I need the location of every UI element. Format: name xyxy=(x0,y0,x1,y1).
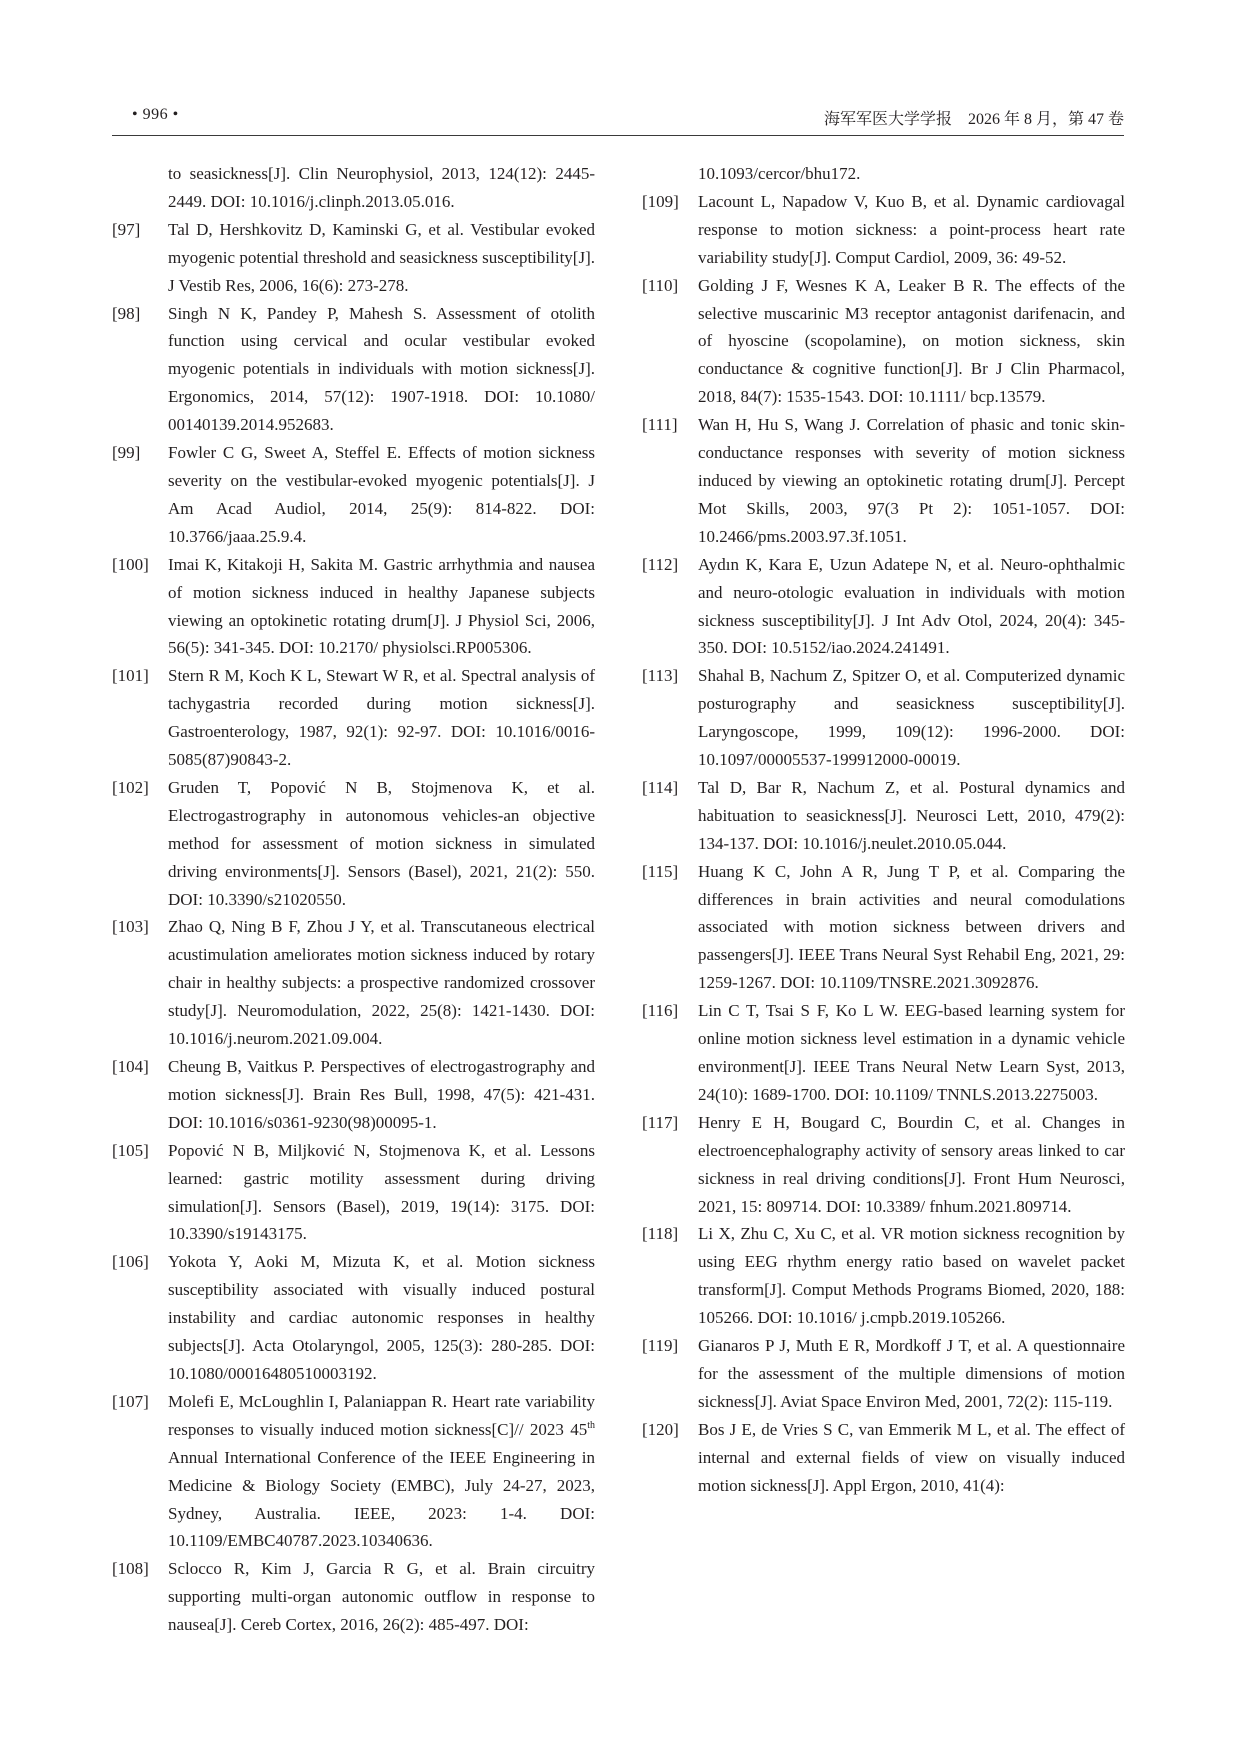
reference-text-main: Sclocco R, Kim J, Garcia R G, et al. Brain circuitry supporting multi-organ autonomic outflow in response to nausea[J]. Cereb Cortex, 2016, 26(2): 485-497. DOI: xyxy=(168,1559,595,1635)
reference-text-main: Imai K, Kitakoji H, Sakita M. Gastric arrhythmia and nausea of motion sickness induced in healthy Japanese subjects viewing an optokinetic rotating drum[J]. J Physiol Sci, 2006, 56(5): 341-345. DOI: 10.2170/ physiolsci.RP005306. xyxy=(168,554,595,658)
reference-item xyxy=(642,1220,1125,1332)
reference-text-main: Molefi E, McLoughlin I, Palaniappan R. Heart rate variability responses to visually induced motion sickness[C]// 2023 45 xyxy=(168,1391,595,1439)
reference-number: [102] xyxy=(112,777,149,797)
reference-text-main: Golding J F, Wesnes K A, Leaker B R. The effects of the selective muscarinic M3 receptor antagonist darifenacin, and of hyoscine (scopolamine), on motion sickness, skin conductance & cognitive function[J]. Br J Clin Pharmacol, 2018, 84(7): 1535-1543. DOI: 10.1111/ bcp.13579. xyxy=(698,275,1125,407)
reference-text xyxy=(168,662,595,774)
reference-text xyxy=(698,551,1125,663)
reference-text-main: Tal D, Bar R, Nachum Z, et al. Postural dynamics and habituation to seasickness[J]. Neurosci Lett, 2010, 479(2): 134-137. DOI: 10.1016/j.neulet.2010.05.044. xyxy=(698,777,1125,853)
reference-item xyxy=(642,1332,1125,1416)
reference-item xyxy=(112,1555,595,1639)
reference-text-main: Li X, Zhu C, Xu C, et al. VR motion sickness recognition by using EEG rhythm energy ratio based on wavelet packet transform[J]. Comput Methods Programs Biomed, 2020, 188: 105266. DOI: 10.1016/ j.cmpb.2019.105266. xyxy=(698,1224,1125,1328)
reference-text xyxy=(698,774,1125,858)
reference-number: [111] xyxy=(642,415,678,435)
reference-item xyxy=(112,551,595,663)
reference-text xyxy=(168,774,595,914)
reference-text-main: Huang K C, John A R, Jung T P, et al. Comparing the differences in brain activities and neural comodulations associated with motion sickness between drivers and passengers[J]. IEEE Trans Neural Syst Rehabil Eng, 2021, 29: 1259-1267. DOI: 10.1109/TNSRE.2021.3092876. xyxy=(698,861,1125,993)
reference-text-main: 10.1093/cercor/bhu172. xyxy=(698,164,861,183)
reference-text xyxy=(698,1416,1125,1500)
reference-number: [103] xyxy=(112,917,149,937)
reference-text-main: Singh N K, Pandey P, Mahesh S. Assessment of otolith function using cervical and ocular vestibular evoked myogenic potentials in individuals with motion sickness[J]. Ergonomics, 2014, 57(12): 1907-1918. DOI: 10.1080/ 00140139.2014.952683. xyxy=(168,303,595,435)
page-number: • 996 • xyxy=(132,106,179,123)
reference-text-main: Yokota Y, Aoki M, Mizuta K, et al. Motion sickness susceptibility associated with visually induced postural instability and cardiac autonomic responses in healthy subjects[J]. Acta Otolaryngol, 2005, 125(3): 280-285. DOI: 10.1080/00016480510003192. xyxy=(168,1252,595,1383)
reference-item xyxy=(642,160,1125,188)
reference-item xyxy=(112,1388,595,1555)
reference-item xyxy=(642,188,1125,272)
reference-number: [104] xyxy=(112,1057,149,1076)
reference-text xyxy=(698,1332,1125,1416)
reference-text-main: Aydın K, Kara E, Uzun Adatepe N, et al. Neuro-ophthalmic and neuro-otologic evaluation in individuals with motion sickness susceptibility[J]. J Int Adv Otol, 2024, 20(4): 345-350. DOI: 10.5152/iao.2024.241491. xyxy=(698,554,1125,658)
reference-text-continued: Annual International Conference of the IEEE Engineering in Medicine & Biology Society (EMBC), July 24-27, 2023, Sydney, Australia. IEEE, 2023: 1-4. DOI: 10.1109/EMBC40787.2023.10340636. xyxy=(168,1447,595,1551)
reference-number: [116] xyxy=(642,1001,679,1021)
reference-text-main: Stern R M, Koch K L, Stewart W R, et al. Spectral analysis of tachygastria recorded during motion sickness[J]. Gastroenterology, 1987, 92(1): 92-97. DOI: 10.1016/0016-5085(87)90843-2. xyxy=(168,666,595,770)
reference-number: [114] xyxy=(642,777,679,797)
reference-item xyxy=(112,439,595,551)
reference-item xyxy=(112,1137,595,1249)
reference-item xyxy=(112,1053,595,1137)
reference-number: [112] xyxy=(642,554,679,574)
reference-number: [107] xyxy=(112,1391,149,1411)
page-header xyxy=(112,100,1124,130)
reference-item xyxy=(112,913,595,1053)
reference-item xyxy=(112,662,595,774)
reference-item xyxy=(642,411,1125,551)
reference-text xyxy=(168,1388,595,1555)
reference-text-main: Shahal B, Nachum Z, Spitzer O, et al. Computerized dynamic posturography and seasickness susceptibility[J]. Laryngoscope, 1999, 109(12): 1996-2000. DOI: 10.1097/00005537-199912000-00019. xyxy=(698,666,1125,770)
reference-text-main: Zhao Q, Ning B F, Zhou J Y, et al. Transcutaneous electrical acustimulation ameliorates motion sickness induced by rotary chair in healthy subjects: a prospective randomized crossover study[J]. Neuromodulation, 2022, 25(8): 1421-1430. DOI: 10.1016/j.neurom.2021.09.004. xyxy=(168,917,595,1049)
reference-number: [101] xyxy=(112,666,149,686)
reference-item xyxy=(642,1416,1125,1500)
reference-number: [110] xyxy=(642,275,679,295)
reference-number: [113] xyxy=(642,666,679,686)
reference-item xyxy=(642,662,1125,774)
reference-item xyxy=(642,858,1125,998)
reference-text xyxy=(698,662,1125,774)
reference-text xyxy=(168,1053,595,1137)
reference-number: [108] xyxy=(112,1559,149,1579)
reference-item xyxy=(642,551,1125,663)
reference-text xyxy=(698,188,1125,272)
reference-item xyxy=(112,160,595,216)
reference-text-main: Fowler C G, Sweet A, Steffel E. Effects of motion sickness severity on the vestibular-evoked myogenic potentials[J]. J Am Acad Audiol, 2014, 25(9): 814-822. DOI: 10.3766/jaaa.25.9.4. xyxy=(168,443,595,546)
reference-number: [99] xyxy=(112,443,141,463)
reference-text xyxy=(698,160,1125,188)
reference-text-main: Henry E H, Bougard C, Bourdin C, et al. Changes in electroencephalography activity of sensory areas linked to car sickness in real driving conditions[J]. Front Hum Neurosci, 2021, 15: 809714. DOI: 10.3389/ fnhum.2021.809714. xyxy=(698,1112,1125,1216)
reference-text-main: Bos J E, de Vries S C, van Emmerik M L, et al. The effect of internal and external fields of view on visually induced motion sickness[J]. Appl Ergon, 2010, 41(4): xyxy=(698,1419,1125,1495)
header-rule xyxy=(112,135,1124,136)
reference-item xyxy=(112,1248,595,1388)
reference-number: [97] xyxy=(112,219,141,239)
reference-number: [105] xyxy=(112,1140,149,1160)
reference-text-main: Popović N B, Miljković N, Stojmenova K, et al. Lessons learned: gastric motility assessment during driving simulation[J]. Sensors (Basel), 2019, 19(14): 3175. DOI: 10.3390/s19143175. xyxy=(168,1140,595,1244)
reference-text xyxy=(168,439,595,551)
reference-text-main: Lin C T, Tsai S F, Ko L W. EEG-based learning system for online motion sickness level estimation in a dynamic vehicle environment[J]. IEEE Trans Neural Netw Learn Syst, 2013, 24(10): 1689-1700. DOI: 10.1109/ TNNLS.2013.2275003. xyxy=(698,1001,1125,1104)
reference-text xyxy=(168,216,595,300)
journal-info: 海军军医大学学报 2026 年 8 月，第 47 卷 xyxy=(823,111,1124,128)
reference-text-main: Cheung B, Vaitkus P. Perspectives of electrogastrography and motion sickness[J]. Brain Res Bull, 1998, 47(5): 421-431. DOI: 10.1016/s0361-9230(98)00095-1. xyxy=(168,1057,595,1132)
reference-text xyxy=(168,1248,595,1388)
reference-item xyxy=(642,997,1125,1109)
reference-text xyxy=(698,997,1125,1109)
reference-text xyxy=(698,1109,1125,1221)
reference-text-main: Gruden T, Popović N B, Stojmenova K, et al. Electrogastrography in autonomous vehicles-an objective method for assessment of motion sickness in simulated driving environments[J]. Sensors (Basel), 2021, 21(2): 550. DOI: 10.3390/s21020550. xyxy=(168,777,595,909)
reference-text xyxy=(168,1137,595,1249)
reference-item xyxy=(112,216,595,300)
reference-superscript: th xyxy=(587,1419,595,1431)
reference-text xyxy=(168,1555,595,1639)
reference-number: [120] xyxy=(642,1419,679,1439)
reference-text xyxy=(168,300,595,440)
reference-item xyxy=(112,774,595,914)
reference-text xyxy=(698,411,1125,551)
reference-number: [118] xyxy=(642,1224,679,1244)
reference-text xyxy=(698,272,1125,412)
reference-text-main: Lacount L, Napadow V, Kuo B, et al. Dynamic cardiovagal response to motion sickness: a point-process heart rate variability study[J]. Comput Cardiol, 2009, 36: 49-52. xyxy=(698,191,1125,267)
reference-number: [98] xyxy=(112,303,141,323)
reference-column-left xyxy=(112,160,595,1639)
reference-number: [119] xyxy=(642,1336,679,1356)
reference-text-main: Tal D, Hershkovitz D, Kaminski G, et al. Vestibular evoked myogenic potential threshold and seasickness susceptibility[J]. J Vestib Res, 2006, 16(6): 273-278. xyxy=(168,219,595,295)
reference-number: [117] xyxy=(642,1112,679,1132)
reference-item xyxy=(642,272,1125,412)
reference-text xyxy=(698,1220,1125,1332)
reference-text-main: Wan H, Hu S, Wang J. Correlation of phasic and tonic skin-conductance responses with severity of motion sickness induced by viewing an optokinetic rotating drum[J]. Percept Mot Skills, 2003, 97(3 Pt 2): 1051-1057. DOI: 10.2466/pms.2003.97.3f.1051. xyxy=(698,415,1125,546)
reference-number: [106] xyxy=(112,1252,149,1272)
reference-text xyxy=(168,160,595,216)
reference-column-right xyxy=(642,160,1125,1500)
reference-text-main: Gianaros P J, Muth E R, Mordkoff J T, et al. A questionnaire for the assessment of the multiple dimensions of motion sickness[J]. Aviat Space Environ Med, 2001, 72(2): 115-119. xyxy=(698,1336,1125,1411)
reference-item xyxy=(112,300,595,440)
reference-text xyxy=(168,913,595,1053)
reference-item xyxy=(642,774,1125,858)
reference-text xyxy=(168,551,595,663)
reference-text xyxy=(698,858,1125,998)
reference-text-main: to seasickness[J]. Clin Neurophysiol, 2013, 124(12): 2445-2449. DOI: 10.1016/j.clinph.2013.05.016. xyxy=(168,164,595,211)
reference-number: [100] xyxy=(112,554,149,574)
reference-number: [115] xyxy=(642,861,679,881)
reference-item xyxy=(642,1109,1125,1221)
reference-number: [109] xyxy=(642,191,679,211)
